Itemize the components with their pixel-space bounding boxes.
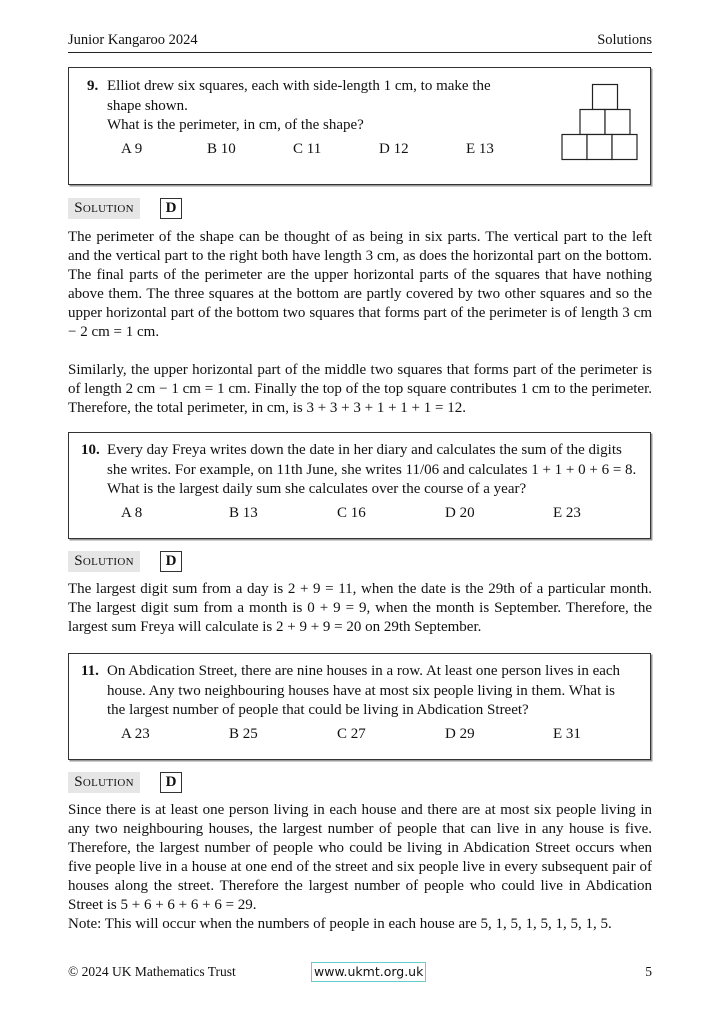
question-line: shape shown. (107, 97, 188, 114)
solution-label: Solution (68, 772, 140, 793)
squares-shape-figure (559, 83, 639, 163)
question-line: she writes. For example, on 11th June, she writes 11/06 and calculates 1 + 1 + 0 + 6 = 8. (107, 461, 637, 478)
solution-paragraph: The largest digit sum from a day is 2 + 9 = 11, when the date is the 29th of a particular month. The largest digit sum from a month is 0 + 9 = 9, when the month is September. Therefore, the largest sum Freya will calculate is 2 + 9 + 9 = 20 on 29th September. (68, 581, 652, 635)
question-line: Every day Freya writes down the date in her diary and calculates the sum of the digits (107, 442, 622, 458)
option-e: E 31 (553, 726, 581, 742)
copyright-text: © 2024 UK Mathematics Trust (68, 964, 236, 979)
question-number: 9. (87, 78, 99, 94)
solution-paragraph: Note: This will occur when the numbers of people in each house are 5, 1, 5, 1, 5, 1, 5, 1, 5. (68, 916, 612, 932)
solution-answer: D (160, 772, 182, 793)
question-text (107, 77, 537, 136)
option-a: A 9 (121, 141, 143, 157)
solution-paragraph: Similarly, the upper horizontal part of the middle two squares that forms part of the perimeter is of length 2 cm − 1 cm = 1 cm. Finally the top of the top square contributes 1 cm to the perimeter. Therefore, the total perimeter, in cm, is 3 + 3 + 3 + 1 + 1 + 1 = 12. (68, 362, 652, 416)
option-c: C 27 (337, 726, 366, 742)
question-line: Elliot drew six squares, each with side-length 1 cm, to make the (107, 78, 491, 94)
solution-paragraph: Since there is at least one person living in each house and there are at most six people living in any two neighbouring houses, the largest number of people that can live in any house is five. Therefore, the largest number of people who could be living in Abdication Street occurs when five people live in a house at one end of the street and six people live in every subsequent pair of houses along the street. Therefore the largest number of people who could live in Abdication Street is 5 + 6 + 6 + 6 + 6 = 29. (68, 802, 652, 913)
question-line: What is the largest daily sum she calculates over the course of a year? (107, 481, 527, 497)
question-9-box (68, 67, 651, 185)
option-a: A 23 (121, 726, 150, 742)
solution-label: Solution (68, 198, 140, 219)
option-b: B 10 (207, 141, 236, 157)
header-title: Junior Kangaroo 2024 (68, 32, 198, 48)
page-header (68, 30, 652, 53)
question-line: the largest number of people that could be living in Abdication Street? (107, 702, 529, 718)
question-11-box (68, 653, 651, 760)
question-line: house. Any two neighbouring houses have at most six people living in them. What is (107, 682, 616, 699)
solution-10-text (68, 580, 652, 637)
solution-label: Solution (68, 551, 140, 572)
question-text (107, 662, 647, 721)
solution-answer: D (160, 198, 182, 219)
question-line: On Abdication Street, there are nine houses in a row. At least one person lives in each (107, 663, 621, 679)
option-b: B 13 (229, 505, 258, 521)
solution-9-text (68, 228, 652, 418)
option-b: B 25 (229, 726, 258, 742)
website-link[interactable]: www.ukmt.org.uk (311, 962, 426, 982)
question-10-box (68, 432, 651, 539)
option-c: C 11 (293, 141, 322, 157)
page-footer (68, 962, 652, 982)
question-text (107, 441, 647, 500)
option-e: E 13 (466, 141, 494, 157)
page-number: 5 (645, 964, 652, 979)
option-d: D 20 (445, 505, 475, 521)
solution-11-text (68, 801, 652, 934)
option-a: A 8 (121, 505, 143, 521)
option-e: E 23 (553, 505, 581, 521)
question-number: 11. (81, 663, 99, 679)
option-d: D 29 (445, 726, 475, 742)
header-section: Solutions (597, 32, 652, 48)
question-number: 10. (81, 442, 100, 458)
solution-paragraph: The perimeter of the shape can be thought of as being in six parts. The vertical part to the left and the vertical part to the right both have length 3 cm, as does the horizontal part on the bottom. The final parts of the perimeter are the upper horizontal parts of the squares that have nothing above them. The three squares at the bottom are partly covered by two other squares and so the upper horizontal part of the bottom two squares that forms part of the perimeter is of length 3 cm − 2 cm = 1 cm. (68, 229, 652, 340)
question-line: What is the perimeter, in cm, of the shape? (107, 117, 364, 133)
option-c: C 16 (337, 505, 366, 521)
solution-answer: D (160, 551, 182, 572)
option-d: D 12 (379, 141, 409, 157)
